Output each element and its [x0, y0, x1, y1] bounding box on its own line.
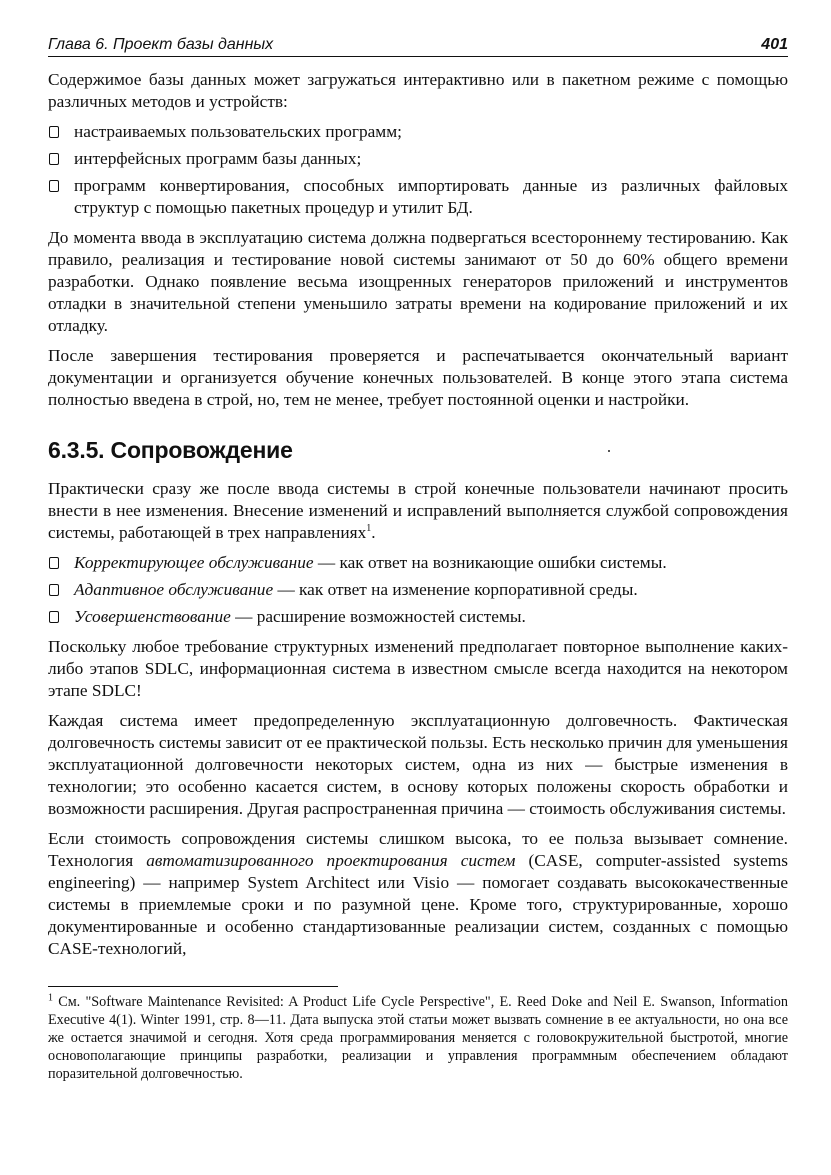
- scan-speck: [608, 450, 610, 452]
- footnote-text: См. "Software Maintenance Revisited: A Product Life Cycle Perspective", E. Reed Doke and Neil E. Swanson, Information Executive 4(1). Winter 1991, стр. 8—11. Дата выпуска этой статьи может вызвать сомнение в ее актуальности, но она все же остается значимой и сегодня. Хотя среда программирования меняется с головокружительной быстротой, многие основополагающие принципы разработки, реализации и управления программным обеспечением обладают поразительной долговечностью.: [48, 994, 788, 1082]
- list-item: [48, 121, 788, 143]
- documentation-paragraph: После завершения тестирования проверяется и распечатывается окончательный вариант документации и организуется обучение конечных пользователей. В конце этого этапа система полностью введена в строй, но, тем не менее, требует постоянной оценки и настройки.: [48, 346, 788, 409]
- list-item: [48, 606, 788, 628]
- list-item-text: — как ответ на изменение корпоративной среды.: [273, 580, 638, 599]
- list-item-text: — как ответ на возникающие ошибки системы.: [313, 553, 667, 572]
- checkbox-bullet-icon: [49, 153, 59, 165]
- footnote-mark: 1: [48, 992, 53, 1004]
- intro-bullet-list: [48, 121, 788, 219]
- intro-paragraph: Содержимое базы данных может загружаться интерактивно или в пакетном режиме с помощью различных методов и устройств:: [48, 70, 788, 111]
- case-paragraph-end: (CASE, computer-assisted systems engineering) — например System Architect или Visio — помогает создавать высококачественные системы в приемлемые сроки и по разумной цене. Кроме того, структурированные, хорошо документированные и особенно стандартизованные реализации систем, созданных с помощью CASE-технологий,: [48, 851, 789, 958]
- footnote-reference: 1: [366, 523, 372, 535]
- list-item: [48, 552, 788, 574]
- checkbox-bullet-icon: [49, 584, 59, 596]
- case-paragraph-start: Если стоимость сопровождения системы слишком высока, то ее польза вызывает сомнение. Технология: [48, 829, 788, 870]
- list-item-text: программ конвертирования, способных импортировать данные из различных файловых структур с помощью пакетных процедур и утилит БД.: [74, 176, 788, 217]
- testing-paragraph: До момента ввода в эксплуатацию система должна подвергаться всестороннему тестированию. Как правило, реализация и тестирование новой системы занимают от 50 до 60% общего времени разработки. Однако появление весьма изощренных генераторов приложений и инструментов отладки в значительной степени уменьшило затраты времени на кодирование приложений и их отладку.: [48, 228, 788, 335]
- maintenance-intro-text: Практически сразу же после ввода системы в строй конечные пользователи начинают просить внести в нее изменения. Внесение изменений и исправлений выполняется службой сопровождения системы, работающей в трех направлениях: [48, 479, 788, 542]
- checkbox-bullet-icon: [49, 611, 59, 623]
- maintenance-intro-end: .: [371, 523, 376, 542]
- checkbox-bullet-icon: [49, 180, 59, 192]
- list-item-term: Корректирующее обслуживание: [74, 553, 314, 572]
- chapter-title: Глава 6. Проект базы данных: [48, 36, 274, 53]
- list-item: [48, 579, 788, 601]
- list-item: [48, 148, 788, 170]
- maintenance-bullet-list: [48, 552, 788, 628]
- book-page: [48, 36, 788, 1083]
- list-item-text: настраиваемых пользовательских программ;: [74, 122, 402, 141]
- case-paragraph: [48, 828, 788, 960]
- footnote-divider: [48, 986, 338, 987]
- running-header: [48, 36, 788, 57]
- list-item-text: интерфейсных программ базы данных;: [74, 149, 362, 168]
- sdlc-paragraph: Поскольку любое требование структурных изменений предполагает повторное выполнение каких-либо этапов SDLC, информационная система в известном смысле всегда находится на некотором этапе SDLC!: [48, 637, 788, 700]
- page-number: 401: [761, 36, 788, 53]
- list-item-term: Адаптивное обслуживание: [74, 580, 274, 599]
- maintenance-intro-paragraph: [48, 478, 788, 544]
- lifetime-paragraph: Каждая система имеет предопределенную эксплуатационную долговечность. Фактическая долговечность системы зависит от ее практической пользы. Есть несколько причин для уменьшения эксплуатационной долговечности некоторых систем, одна из них — быстрые изменения в технологии; это особенно касается систем, в основу которых положены скорость обработки и возможности расширения. Другая распространенная причина — стоимость обслуживания системы.: [48, 711, 788, 818]
- list-item: [48, 175, 788, 219]
- checkbox-bullet-icon: [49, 557, 59, 569]
- checkbox-bullet-icon: [49, 126, 59, 138]
- list-item-term: Усовершенствование: [74, 607, 231, 626]
- footnote-text-block: [48, 993, 788, 1083]
- footnote: [48, 993, 788, 1083]
- section-heading: 6.3.5. Сопровождение: [48, 437, 293, 463]
- list-item-text: — расширение возможностей системы.: [230, 607, 526, 626]
- case-term: автоматизированного проектирования систем: [146, 851, 516, 870]
